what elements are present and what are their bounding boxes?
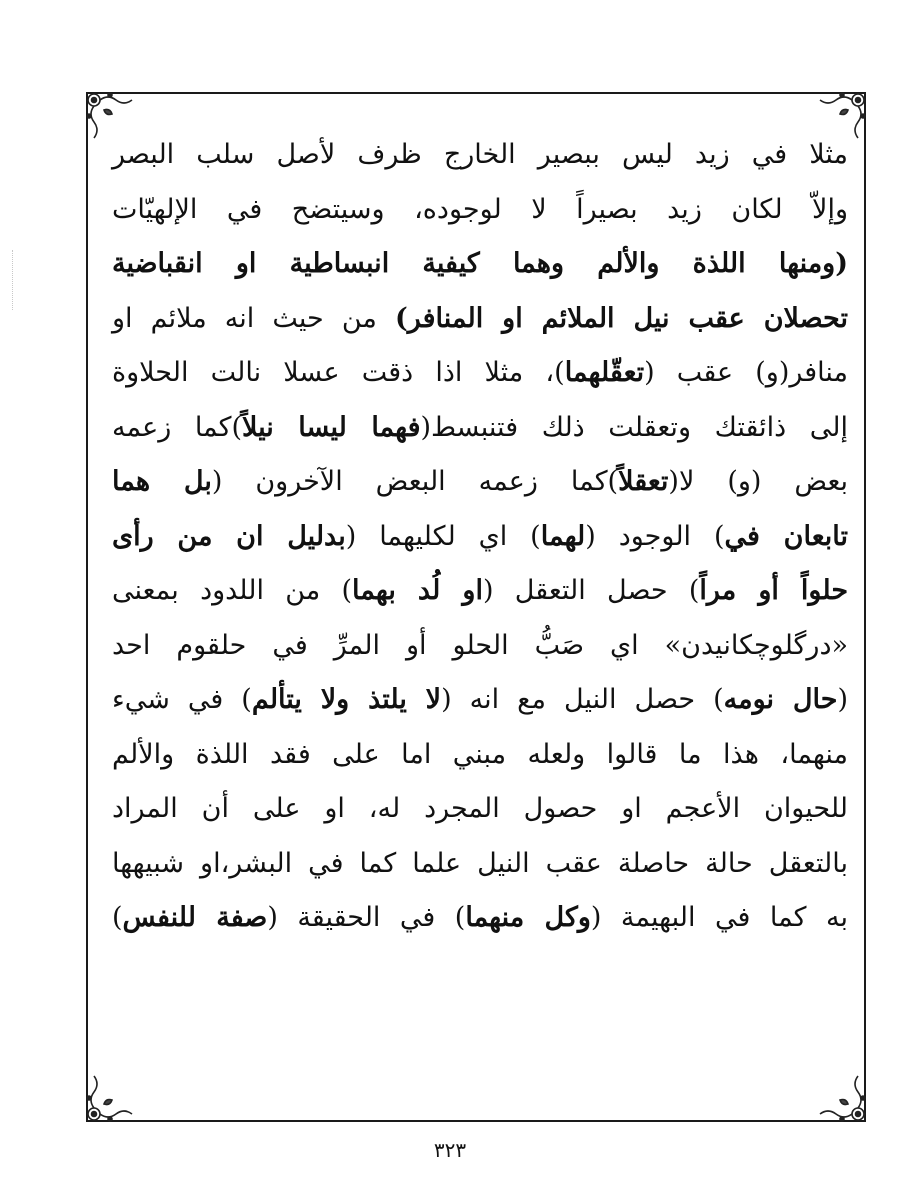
bold-matn-segment: وكل منهما [465, 902, 591, 933]
commentary-segment: ) حصل التعقل ( [482, 575, 700, 606]
commentary-segment: ) اي لكليهما ( [345, 520, 541, 552]
commentary-segment: ) حصل النيل مع انه ( [441, 684, 724, 715]
bold-matn-segment: تحصلان عقب نيل الملائم او المنافر) [394, 302, 848, 334]
bold-matn-segment: حلواً أو مراً [699, 575, 849, 606]
scan-artifact [12, 250, 19, 310]
bold-matn-segment: حال نومه [723, 684, 838, 715]
commentary-segment: ) في شيء [112, 684, 252, 715]
commentary-segment: )كما زعمه [112, 411, 243, 443]
commentary-segment: بعض (و) لا( [668, 466, 849, 497]
commentary-segment: إلى ذائقتك وتعقلت ذلك فتنبسط( [420, 411, 848, 443]
text-line [112, 292, 848, 347]
text-line [112, 619, 848, 674]
commentary-segment: من حيث انه ملائم او [112, 302, 395, 334]
text-line [112, 128, 848, 183]
commentary-segment: منهما، هذا ما قالوا ولعله مبني اما على فقد اللذة والألم [112, 738, 848, 770]
text-line [112, 401, 848, 456]
commentary-segment: ) من اللدود بمعنى [112, 575, 353, 606]
text-line [112, 510, 848, 565]
body-text [112, 128, 848, 946]
text-line [112, 346, 848, 401]
bold-matn-segment: لا يلتذ ولا يتألم [251, 684, 442, 715]
page-number: ٣٢٣ [433, 1138, 467, 1162]
bold-matn-segment: لهما [540, 520, 586, 552]
text-line [112, 837, 848, 892]
commentary-segment: وإلاّ لكان زيد بصيراً لا لوجوده، وسيتضح في الإلهيّات [112, 193, 848, 225]
bold-matn-segment: او لُد بهما [352, 575, 483, 606]
text-line [112, 728, 848, 783]
corner-ornament-icon [80, 1058, 150, 1128]
commentary-segment: به كما في البهيمة ( [590, 902, 849, 933]
commentary-segment: مثلا في زيد ليس ببصير الخارج ظرف لأصل سلب البصر [112, 139, 848, 170]
bold-matn-segment: بل هما [112, 466, 212, 497]
commentary-segment: ( [837, 684, 849, 715]
commentary-segment: بالتعقل حالة حاصلة عقب النيل علما كما في البشر،او شبيهها [112, 847, 848, 879]
bold-matn-segment: بدليل ان من رأى [112, 520, 346, 552]
bold-matn-segment: (ومنها اللذة والألم وهما كيفية انبساطية او انقباضية [112, 248, 848, 279]
bold-matn-segment: فهما ليسا نيلاً [242, 411, 421, 443]
commentary-segment: ) في الحقيقة ( [267, 902, 466, 933]
text-line [112, 183, 848, 238]
commentary-segment: )، مثلا اذا ذقت عسلا نالت الحلاوة [112, 357, 565, 388]
commentary-segment: ) الوجود ( [585, 520, 725, 552]
bold-matn-segment: تابعان في [724, 520, 848, 552]
commentary-segment: «درگلوچكانيدن» اي صَبُّ الحلو أو المرِّ في حلقوم احد [112, 629, 848, 661]
text-line [112, 782, 848, 837]
bold-matn-segment: تعقّلهما [564, 357, 645, 388]
commentary-segment: للحيوان الأعجم او حصول المجرد له، او على أن المراد [112, 793, 848, 824]
text-line [112, 455, 848, 510]
text-line [112, 891, 848, 946]
bold-matn-segment: صفة للنفس [122, 902, 268, 933]
text-line [112, 237, 848, 292]
commentary-segment: ) [112, 902, 123, 933]
corner-ornament-icon [802, 1058, 872, 1128]
bold-matn-segment: تعقلاً [618, 466, 669, 497]
commentary-segment: منافر(و) عقب ( [644, 357, 849, 388]
text-line [112, 673, 848, 728]
commentary-segment: )كما زعمه البعض الآخرون ( [211, 466, 619, 497]
text-line [112, 564, 848, 619]
